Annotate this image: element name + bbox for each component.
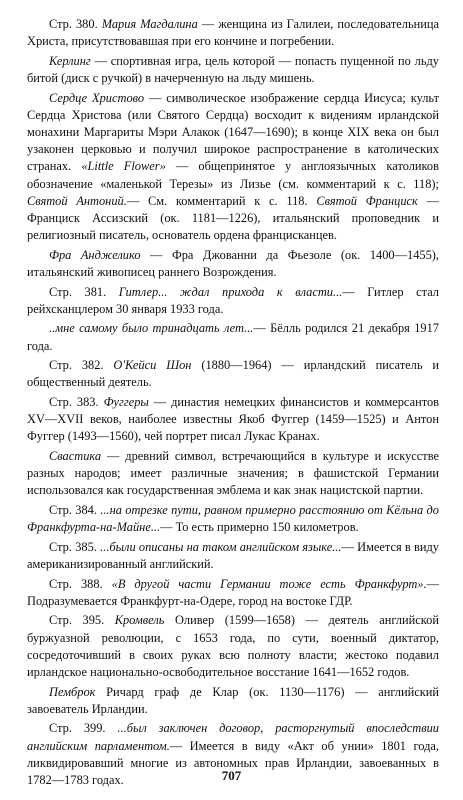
note-paragraph: Стр. 385. ...были описаны на таком английском языке...— Имеется в виду американизированный английский. (27, 539, 439, 571)
note-paragraph: Стр. 381. Гитлер... ждал прихода к власти...— Гитлер стал рейхсканцлером 30 января 1933 года. (27, 284, 439, 316)
note-paragraph: ..мне самому было тринадцать лет...— Бёлль родился 21 декабря 1917 года. (27, 321, 439, 353)
note-paragraph: Сердце Христово — символическое изображение сердца Иисуса; культ Сердца Христова (или Святого Сердца) восходит к видениям ирландской монахини Маргариты Мэри Алакок (1647—1690); в конце XIX века он был узаконен церковью и получил широкое распространение в католических странах. «Little Flower» — общепринятое у англоязычных католиков обозначение «маленькой Терезы» из Лизье (см. комментарий к с. 118); Святой Антоний.— См. комментарий к с. 118. Святой Франциск — Франциск Ассизский (ок. 1181—1226), итальянский проповедник и религиозный писатель, основатель ордена францисканцев. (27, 90, 440, 243)
note-paragraph: Пемброк Ричард граф де Клар (ок. 1130—1176) — английский завоеватель Ирландии. (27, 684, 439, 716)
note-paragraph: Стр. 399. ...был заключен договор, расторгнутый впоследствии английским парламентом.— Имеется в виду «Акт об унии» 1801 года, ликвидировавший многие из автономных прав Ирландии, завоеванных в 1782—1783 годах. (27, 721, 439, 787)
commentary-text (27, 16, 439, 792)
note-paragraph: Стр. 384. ...на отрезке пути, равном примерно расстоянию от Кёльна до Франкфурта-на-Майне...— То есть примерно 150 километров. (27, 503, 440, 535)
note-paragraph: Свастика — древний символ, встречающийся в культуре и искусстве разных народов; имеет различные значения; в фашистской Германии использовался как государственная эмблема и как знак нацистской партии. (27, 449, 439, 498)
note-paragraph: Стр. 383. Фуггеры — династия немецких финансистов и коммерсантов XV—XVII веков, наиболее известны Якоб Фуггер (1459—1525) и Антон Фуггер (1493—1560), чей портрет писал Лукас Кранах. (27, 395, 439, 444)
note-paragraph: Стр. 382. О'Кейси Шон (1880—1964) — ирландский писатель и общественный деятель. (27, 358, 439, 390)
note-paragraph: Стр. 388. «В другой части Германии тоже есть Франкфурт».— Подразумевается Франкфурт-на-Одере, город на востоке ГДР. (27, 576, 439, 608)
page-number: 707 (221, 768, 242, 783)
note-paragraph: Стр. 380. Мария Магдалина — женщина из Галилеи, последовательница Христа, присутствовавшая при его кончине и погребении. (27, 17, 439, 49)
note-paragraph: Фра Анджелико — Фра Джованни да Фьезоле (ок. 1400—1455), итальянский живописец раннего Возрождения. (27, 247, 439, 280)
note-paragraph: Керлинг — спортивная игра, цель которой — попасть пущенной по льду битой (диск с ручкой) в начерченную на льду мишень. (27, 53, 439, 85)
note-paragraph: Стр. 395. Кромвель Оливер (1599—1658) — деятель английской буржуазной революции, с 1653 года, по сути, военный диктатор, сосредоточивший в своих руках всю полноту власти; жестоко подавил ирландское национально-освободительное восстание 1641—1652 годов. (27, 613, 439, 679)
